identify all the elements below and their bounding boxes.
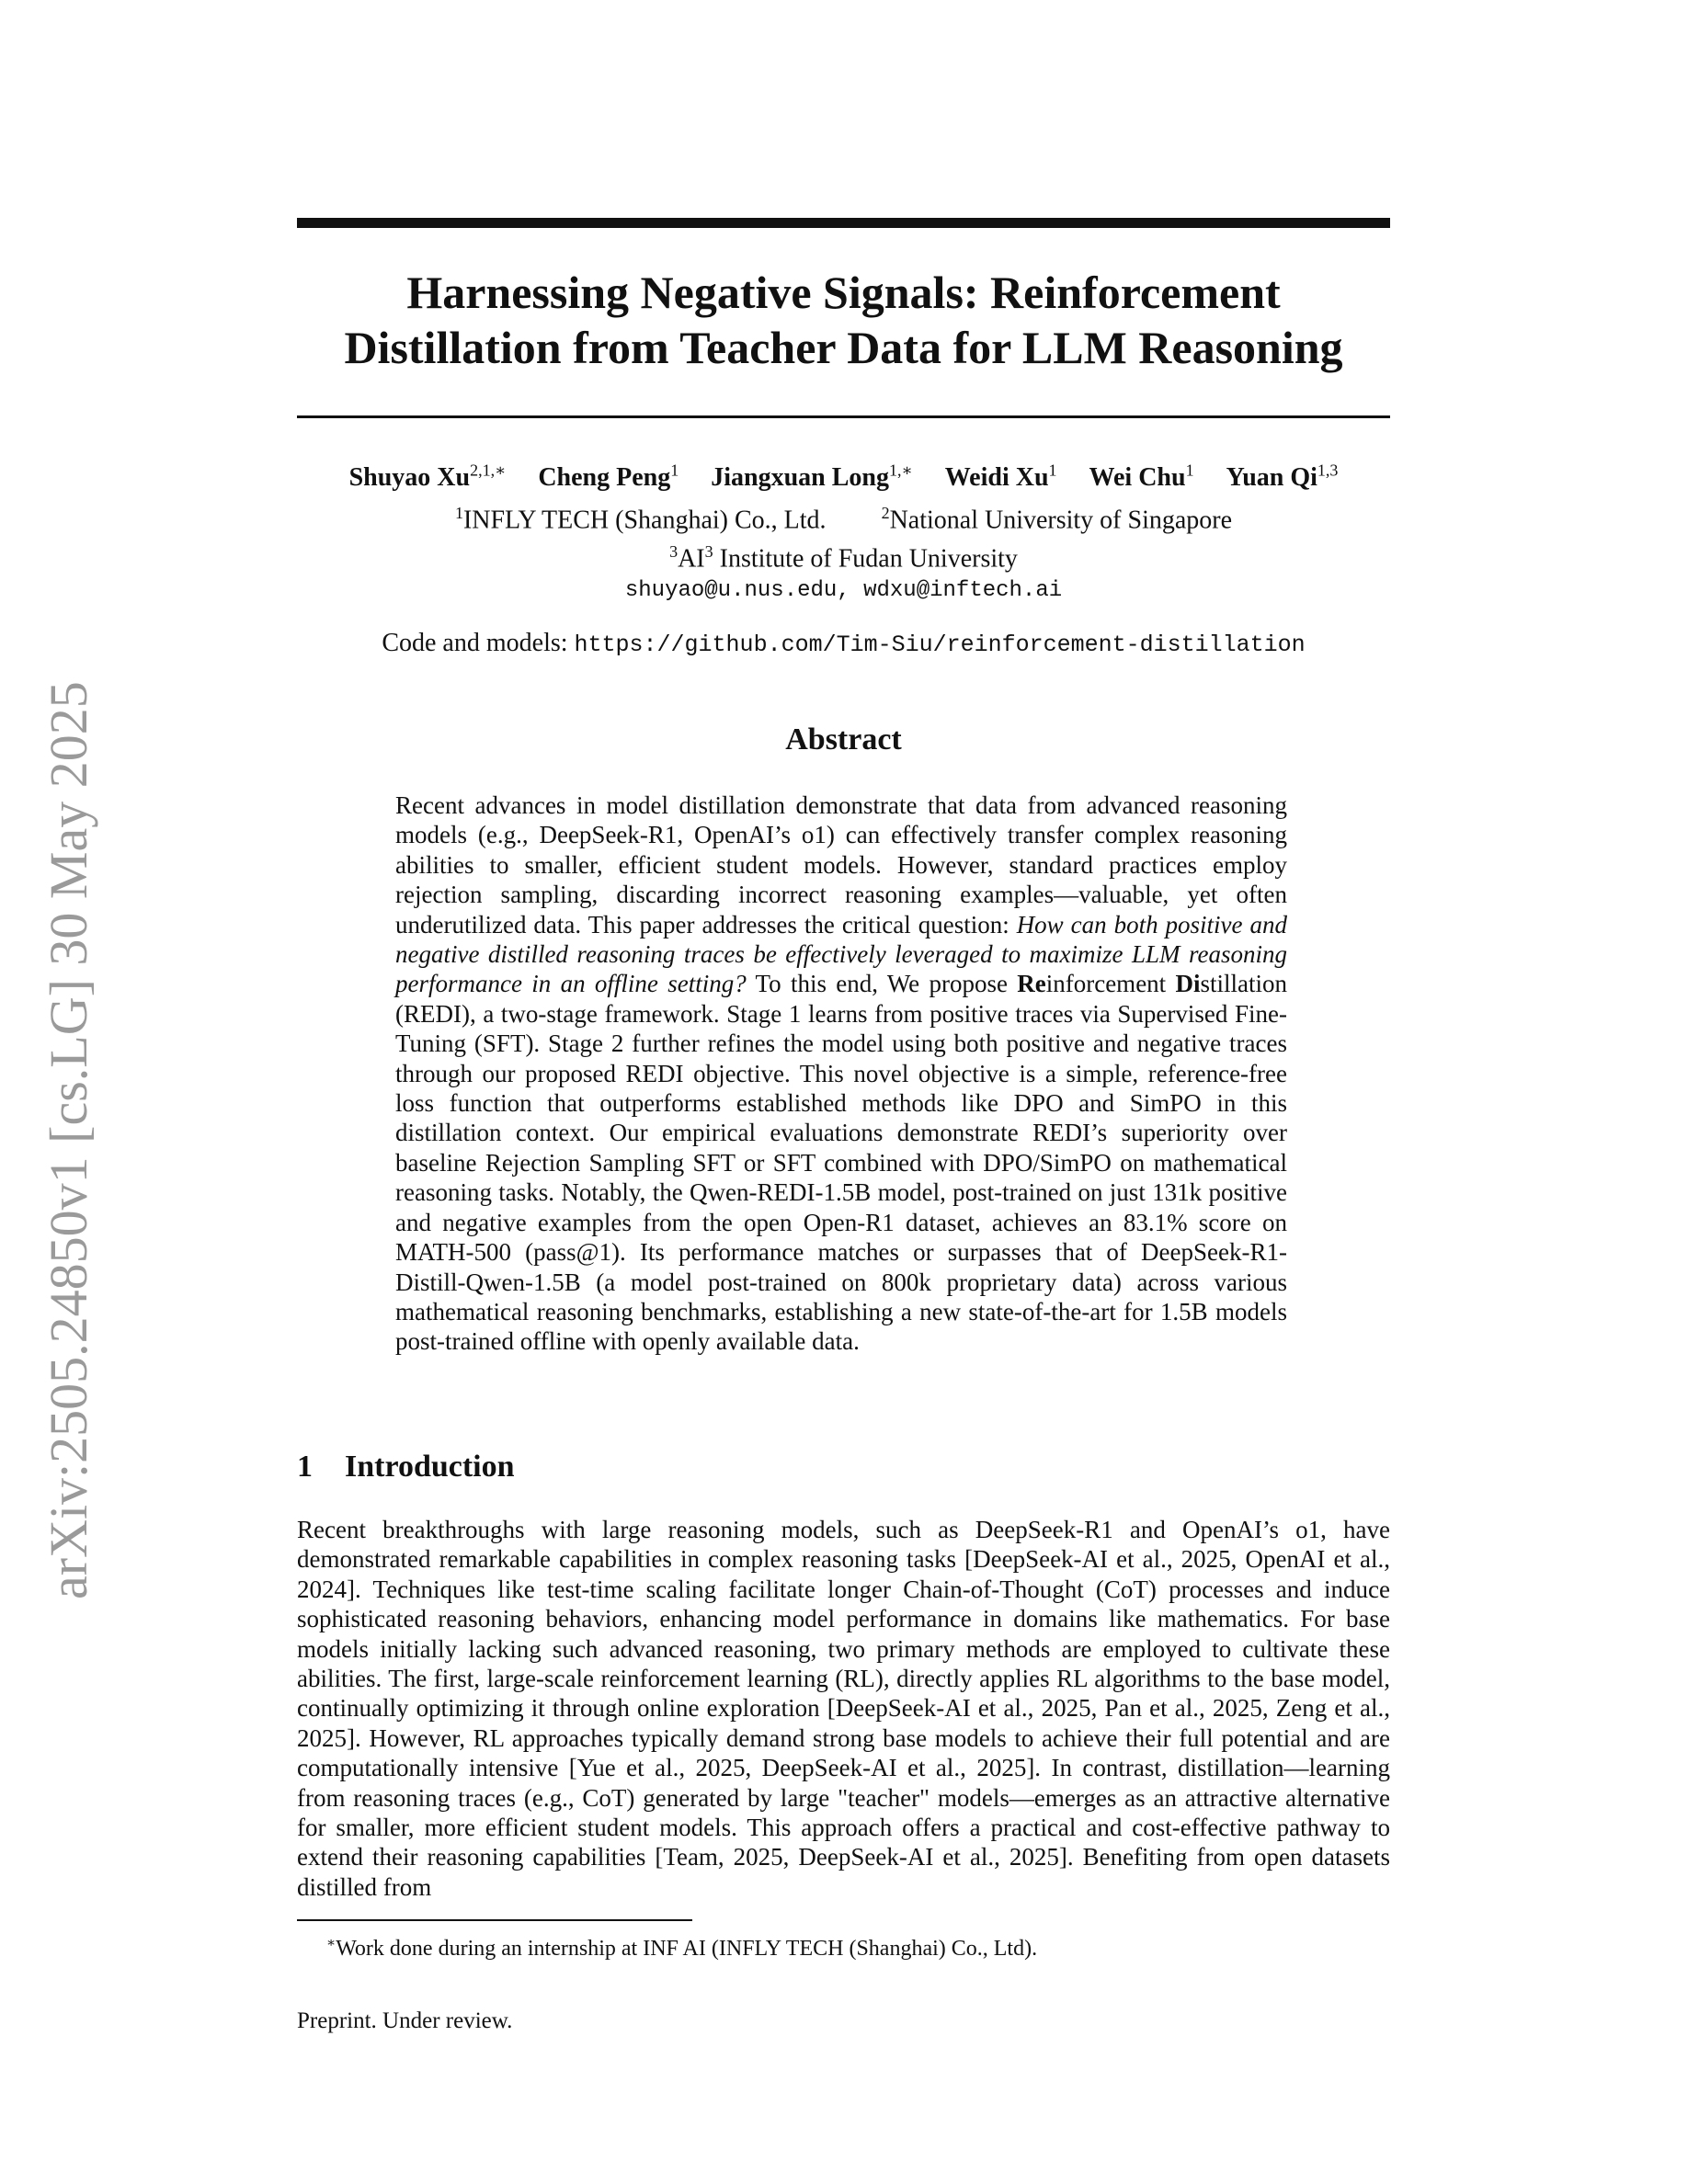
code-label: Code and models: <box>382 629 568 657</box>
affiliations-line-1: $^1$INFLY TECH (Shanghai) Co., Ltd. $^2$National University of Singapore <box>454 504 1233 535</box>
author: Weidi Xu$^1$ <box>944 461 1057 493</box>
code-url-link[interactable]: https://github.com/Tim-Siu/reinforcement-distillation <box>574 631 1306 658</box>
abstract-heading: Abstract <box>785 722 902 756</box>
affiliation-fudan: Institute of Fudan University <box>713 544 1018 574</box>
title-line-1: Harnessing Negative Signals: Reinforcement <box>406 267 1281 318</box>
author-list <box>297 452 1390 496</box>
section-heading-introduction: 1 Introduction <box>297 1450 515 1484</box>
title-line-2: Distillation from Teacher Data for LLM Reasoning <box>344 322 1343 373</box>
abstract-body: Recent advances in model distillation demonstrate that data from advanced reasoning models (e.g., DeepSeek-R1, OpenAI’s o1) can effectively transfer complex reasoning abilities to smaller, efficient student models. However, standard practices employ rejection sampling, discarding incorrect reasoning examples—valuable, yet often underutilized data. This paper addresses the critical question: How can both positive and negative distilled reasoning traces be effectively leveraged to maximize LLM reasoning performance in an offline setting? To this end, We propose Reinforcement Distillation (REDI), a two-stage framework. Stage 1 learns from positive traces via Supervised Fine-Tuning (SFT). Stage 2 further refines the model using both positive and negative traces through our proposed REDI objective. This novel objective is a simple, reference-free loss function that outperforms established methods like DPO and SimPO in this distillation context. Our empirical evaluations demonstrate REDI’s superiority over baseline Rejection Sampling SFT or SFT combined with DPO/SimPO on mathematical reasoning tasks. Notably, the Qwen-REDI-1.5B model, post-trained on just 131k positive and negative examples from the open Open-R1 dataset, achieves an 83.1% score on MATH-500 (pass@1). Its performance matches or surpasses that of DeepSeek-R1-Distill-Qwen-1.5B (a model post-trained on 800k proprietary data) across various mathematical reasoning benchmarks, establishing a new state-of-the-art for 1.5B models post-trained offline with openly available data. <box>395 791 1287 1356</box>
author-emails: shuyao@u.nus.edu, wdxu@inftech.ai <box>624 578 1063 603</box>
title-top-rule <box>297 218 1390 228</box>
title-bottom-rule <box>297 415 1390 418</box>
author: Yuan Qi$^{1,3}$ <box>1226 461 1339 493</box>
author: Cheng Peng$^1$ <box>538 461 679 493</box>
preprint-footer: Preprint. Under review. <box>297 2008 513 2033</box>
author: Jiangxuan Long$^{1,∗}$ <box>711 461 913 493</box>
affiliation-nus: National University of Singapore <box>889 506 1233 535</box>
code-link-line <box>297 625 1390 664</box>
paper-title <box>297 265 1390 375</box>
author: Wei Chu$^1$ <box>1089 461 1194 493</box>
arxiv-side-stamp: arXiv:2505.24850v1 [cs.LG] 30 May 2025 <box>39 681 98 1599</box>
author: Shuyao $Xu^{2,1,∗}$ <box>348 461 507 493</box>
footnote: ∗Work done during an internship at INF AI (INFLY TECH (Shanghai) Co., Ltd). <box>326 1936 1038 1961</box>
introduction-body: Recent breakthroughs with large reasoning models, such as DeepSeek-R1 and OpenAI’s o1, have demonstrated remarkable capabilities in complex reasoning tasks [DeepSeek-AI et al., 2025, OpenAI et al., 2024]. Techniques like test-time scaling facilitate longer Chain-of-Thought (CoT) processes and induce sophisticated reasoning behaviors, enhancing model performance in domains like mathematics. For base models initially lacking such advanced reasoning, two primary methods are employed to cultivate these abilities. The first, large-scale reinforcement learning (RL), directly applies RL algorithms to the base model, continually optimizing it through online exploration [DeepSeek-AI et al., 2025, Pan et al., 2025, Zeng et al., 2025]. However, RL approaches typically demand strong base models to achieve their full potential and are computationally intensive [Yue et al., 2025, DeepSeek-AI et al., 2025]. In contrast, distillation—learning from reasoning traces (e.g., CoT) generated by large "teacher" models—emerges as an attractive alternative for smaller, more efficient student models. This approach offers a practical and cost-effective pathway to extend their reasoning capabilities [Team, 2025, DeepSeek-AI et al., 2025]. Benefiting from open datasets distilled from <box>297 1516 1390 1901</box>
footnote-rule <box>297 1919 692 1921</box>
affiliations-line-2: $^3AI^3$ Institute of Fudan University <box>669 542 1018 574</box>
affiliation-infly: INFLY TECH (Shanghai) Co., Ltd. <box>462 506 827 535</box>
